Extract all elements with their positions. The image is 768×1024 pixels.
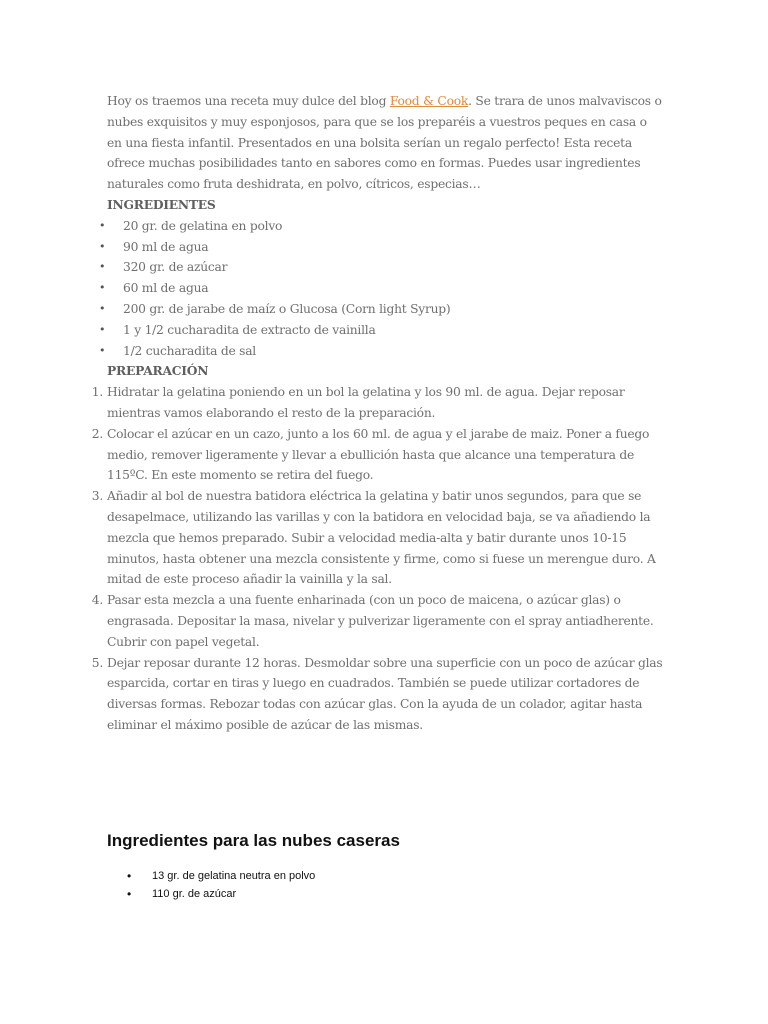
second-recipe-section xyxy=(107,829,667,903)
step-text: Añadir al bol de nuestra batidora eléctrica la gelatina y batir unos segundos, para que se desapelmace, utilizando las varillas y con la batidora en velocidad baja, se va añadiendo la mezcla que hemos preparado. Subir a velocidad media-alta y batir durante unos 10-15 minutos, hasta obtener una mezcla consistente y firme, como si fuese un merengue duro. A mitad de este proceso añadir la vainilla y la sal. xyxy=(107,489,656,587)
preparation-step xyxy=(91,382,663,424)
step-text: Pasar esta mezcla a una fuente enharinada (con un poco de maicena, o azúcar glas) o engrasada. Depositar la masa, nivelar y pulverizar ligeramente con el spray antiadherente. Cubrir con papel vegetal. xyxy=(107,593,654,649)
step-number: 1. xyxy=(91,385,103,400)
preparation-step xyxy=(91,653,663,736)
ingredient-item: • 20 gr. de gelatina en polvo xyxy=(107,216,663,237)
ingredient-item: • 1 y 1/2 cucharadita de extracto de vainilla xyxy=(107,320,663,341)
step-number: 2. xyxy=(91,426,103,441)
preparation-heading: PREPARACIÓN xyxy=(107,363,209,379)
intro-text-after-link: . Se trara de unos malvaviscos o nubes exquisitos y muy esponjosos, para que se los preparéis a vuestros peques en casa o en una fiesta infantil. Presentados en una bolsita serían un regalo perfecto! Esta receta ofrece muchas posibilidades tanto en sabores como en formas. Puedes usar ingredientes naturales como fruta deshidrata, en polvo, cítricos, especias… xyxy=(107,94,662,192)
ingredient-item: • 60 ml de agua xyxy=(107,278,663,299)
ingredient-item: • 200 gr. de jarabe de maíz o Glucosa (Corn light Syrup) xyxy=(107,299,663,320)
ingredient-item: • 320 gr. de azúcar xyxy=(107,257,663,278)
second-recipe-ingredient: • 13 gr. de gelatina neutra en polvo xyxy=(107,867,667,885)
ingredient-item: • 1/2 cucharadita de sal xyxy=(107,341,663,362)
food-and-cook-link[interactable]: Food & Cook xyxy=(389,94,469,108)
recipe-article xyxy=(91,91,663,736)
second-recipe-heading: Ingredientes para las nubes caseras xyxy=(107,831,400,850)
ingredients-list xyxy=(107,216,663,362)
second-recipe-ingredient: • 110 gr. de azúcar xyxy=(107,885,667,903)
preparation-steps xyxy=(91,382,663,736)
preparation-step xyxy=(91,486,663,590)
second-recipe-ingredients-list xyxy=(107,867,667,903)
step-text: Dejar reposar durante 12 horas. Desmoldar sobre una superficie con un poco de azúcar glas esparcida, cortar en tiras y luego en cuadrados. También se puede utilizar cortadores de diversas formas. Rebozar todas con azúcar glas. Con la ayuda de un colador, agitar hasta eliminar el máximo posible de azúcar de las mismas. xyxy=(107,655,663,732)
ingredients-heading: INGREDIENTES xyxy=(107,196,216,212)
step-text: Hidratar la gelatina poniendo en un bol la gelatina y los 90 ml. de agua. Dejar reposar mientras vamos elaborando el resto de la preparación. xyxy=(107,385,625,420)
step-number: 3. xyxy=(91,489,103,504)
intro-paragraph xyxy=(107,91,663,195)
preparation-step xyxy=(91,424,663,486)
step-number: 4. xyxy=(91,593,103,608)
step-text: Colocar el azúcar en un cazo, junto a los 60 ml. de agua y el jarabe de maiz. Poner a fuego medio, remover ligeramente y llevar a ebullición hasta que alcance una temperatura de 115ºC. En este momento se retira del fuego. xyxy=(107,426,650,483)
intro-text-before-link: Hoy os traemos una receta muy dulce del blog xyxy=(107,94,390,108)
step-number: 5. xyxy=(91,655,103,670)
preparation-step xyxy=(91,590,663,652)
ingredient-item: • 90 ml de agua xyxy=(107,237,663,258)
